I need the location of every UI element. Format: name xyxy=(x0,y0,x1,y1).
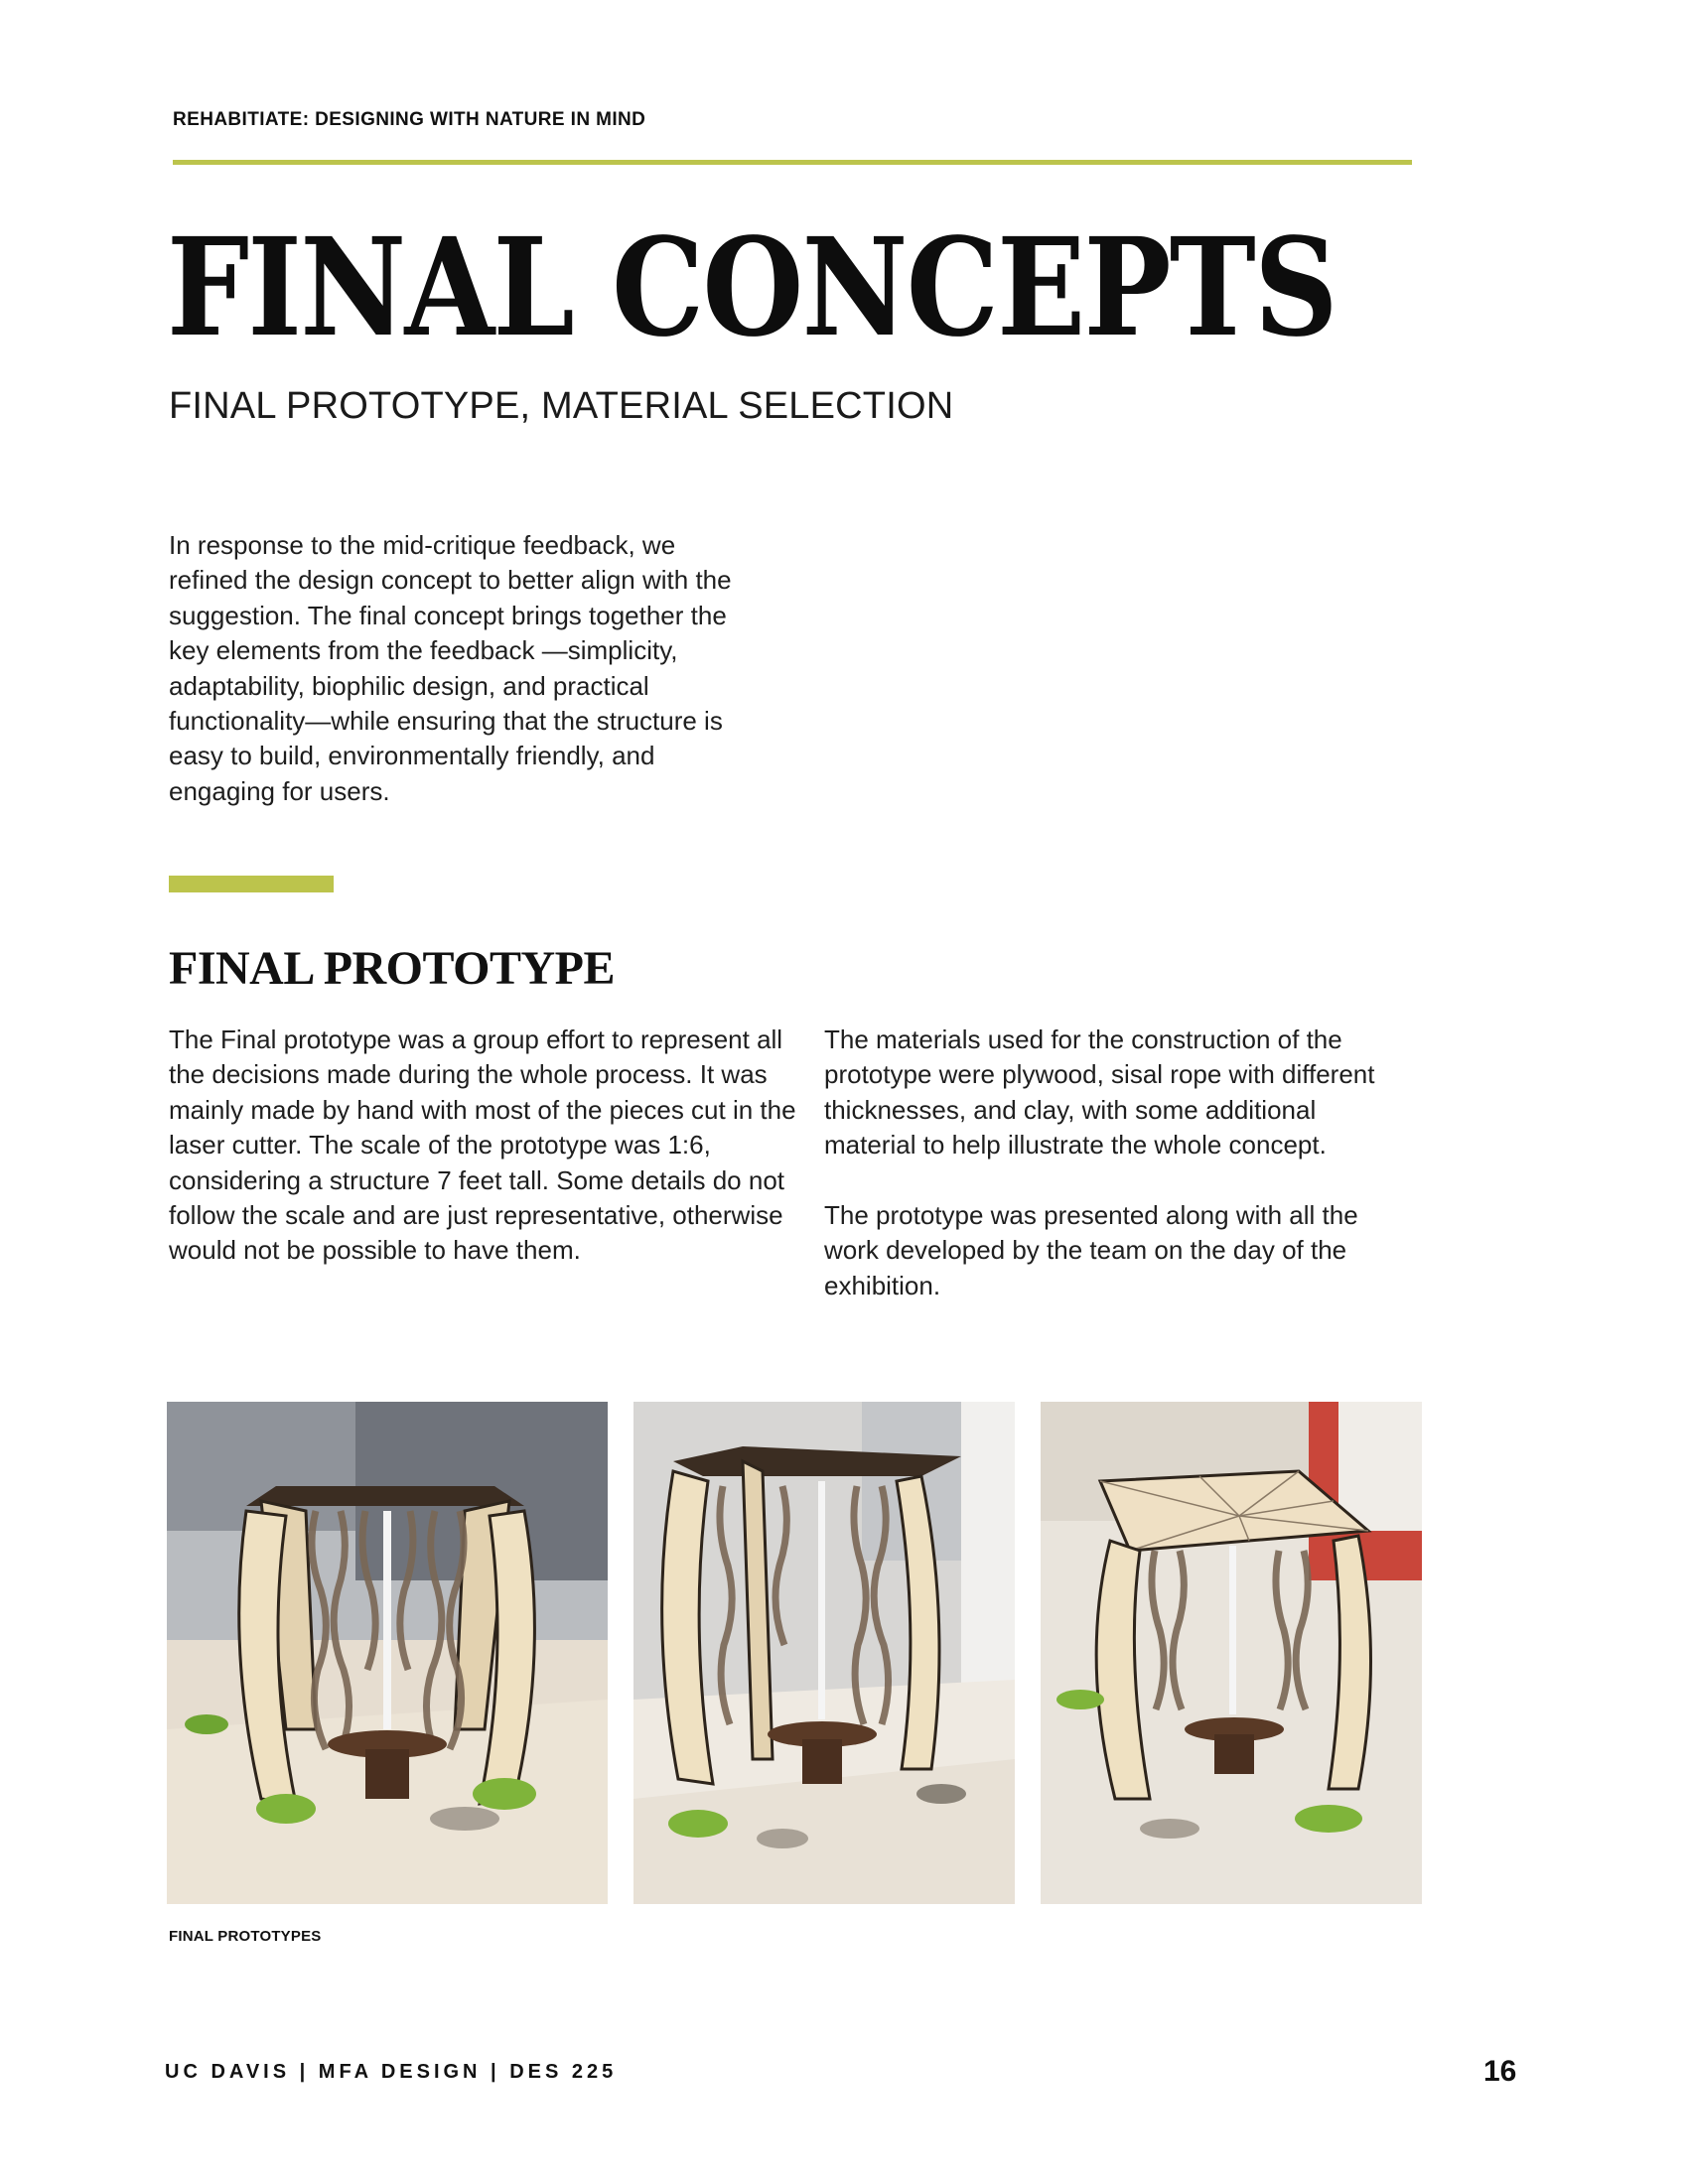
intro-paragraph: In response to the mid-critique feedback, we refined the design concept to better align with the suggestion. The final concept brings together the key elements from the feedback —simplicity, adaptability, biophilic design, and practical functionality—while ensuring that the structure is easy to build, environmentally friendly, and engaging for users. xyxy=(169,530,732,806)
accent-bar xyxy=(169,876,334,892)
right-paragraph-materials: The materials used for the construction of the prototype were plywood, sisal rope with different thicknesses, and clay, with some additional material to help illustrate the whole concept. xyxy=(824,1024,1375,1160)
page-title: FINAL CONCEPTS xyxy=(167,208,1336,367)
prototype-photo-angled xyxy=(633,1402,1015,1904)
prototype-angled-illustration xyxy=(633,1402,1015,1904)
photo-caption: FINAL PROTOTYPES xyxy=(169,1928,322,1945)
prototype-photo-front xyxy=(167,1402,608,1904)
footer-credit: UC DAVIS | MFA DESIGN | DES 225 xyxy=(165,2061,618,2083)
page-subtitle: FINAL PROTOTYPE, MATERIAL SELECTION xyxy=(169,385,954,427)
right-column xyxy=(824,1023,1380,1339)
left-paragraph: The Final prototype was a group effort to represent all the decisions made during the whole process. It was mainly made by hand with most of the pieces cut in the laser cutter. The scale of the prototype was 1:6, considering a structure 7 feet tall. Some details do not follow the scale and are just representative, otherwise would not be possible to have them. xyxy=(169,1024,796,1266)
section-heading: FINAL PROTOTYPE xyxy=(169,942,616,995)
header-rule xyxy=(173,160,1412,165)
page-number: 16 xyxy=(1483,2055,1517,2088)
right-paragraph-exhibition: The prototype was presented along with all the work developed by the team on the day of the exhibition. xyxy=(824,1200,1358,1300)
running-header: REHABITIATE: DESIGNING WITH NATURE IN MIND xyxy=(173,109,646,130)
left-column xyxy=(169,1023,804,1269)
prototype-photo-top xyxy=(1041,1402,1422,1904)
prototype-top-illustration xyxy=(1041,1402,1422,1904)
prototype-front-illustration xyxy=(167,1402,608,1904)
